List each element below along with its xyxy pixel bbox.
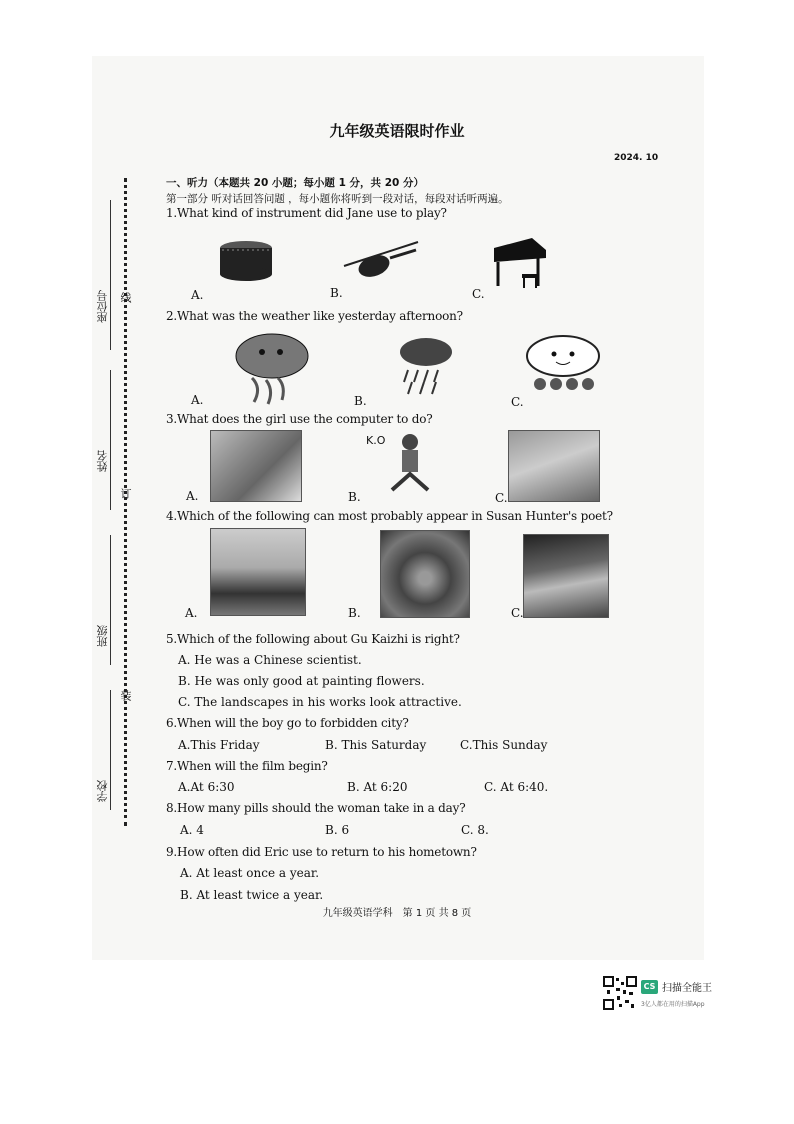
- question-5: 5.Which of the following about Gu Kaizhi is right?: [166, 632, 460, 646]
- question-1: 1.What kind of instrument did Jane use to play?: [166, 206, 447, 220]
- city-skyline-photo: [210, 528, 306, 616]
- snow-cloud-icon: [524, 334, 602, 394]
- question-4: 4.Which of the following can most probably appear in Susan Hunter's poet?: [166, 509, 613, 523]
- seat-write-line: [110, 200, 111, 350]
- q7-option-b: B. At 6:20: [347, 780, 408, 794]
- girl-gaming-picture: [384, 430, 436, 500]
- school-label: 学校: [96, 780, 109, 802]
- question-9: 9.How often did Eric use to return to his hometown?: [166, 845, 477, 859]
- bind-xian: 线: [119, 292, 132, 303]
- q8-option-c: C. 8.: [461, 823, 489, 837]
- q3-label-b: B.: [348, 490, 361, 504]
- class-label: 班级: [96, 625, 109, 647]
- ko-text: K.O: [366, 434, 386, 447]
- question-2: 2.What was the weather like yesterday afternoon?: [166, 309, 463, 323]
- q6-option-c: C.This Sunday: [460, 738, 548, 752]
- question-3: 3.What does the girl use the computer to do?: [166, 412, 433, 426]
- q1-label-a: A.: [191, 288, 204, 302]
- question-7: 7.When will the film begin?: [166, 759, 328, 773]
- question-6: 6.When will the boy go to forbidden city?: [166, 716, 409, 730]
- name-label: 姓名: [96, 450, 109, 472]
- q6-option-a: A.This Friday: [178, 738, 260, 752]
- q2-label-c: C.: [511, 395, 524, 409]
- page-footer: 九年级英语学科 第 1 页 共 8 页: [322, 908, 472, 919]
- piano-icon: [488, 234, 550, 292]
- camscanner-subtitle: 3亿人都在用的扫描App: [641, 1001, 705, 1008]
- section-heading: 一、听力（本题共 20 小题；每小题 1 分，共 20 分）: [166, 177, 424, 189]
- rain-cloud-icon: [398, 336, 454, 396]
- qr-code-icon: [603, 976, 637, 1010]
- bind-ding: 订: [119, 488, 132, 499]
- q3-label-c: C.: [495, 491, 508, 505]
- date: 2024. 10: [614, 153, 659, 163]
- q2-label-a: A.: [191, 393, 204, 407]
- q5-option-b: B. He was only good at painting flowers.: [178, 674, 425, 688]
- bind-zhuang: 装: [119, 690, 132, 701]
- windy-cloud-icon: [232, 330, 310, 406]
- name-write-line: [110, 370, 111, 510]
- violin-icon: [340, 236, 422, 284]
- q4-label-a: A.: [185, 606, 198, 620]
- q5-option-a: A. He was a Chinese scientist.: [178, 653, 362, 667]
- q8-option-b: B. 6: [325, 823, 350, 837]
- question-8: 8.How many pills should the woman take in a day?: [166, 801, 466, 815]
- camscanner-logo-icon: CS: [641, 980, 658, 994]
- q7-option-a: A.At 6:30: [178, 780, 235, 794]
- beach-palm-photo: [523, 534, 609, 618]
- part-instruction: 第一部分 听对话回答问题 ，每小题你将听到一段对话，每段对话听两遍。: [166, 193, 509, 205]
- q7-option-c: C. At 6:40.: [484, 780, 549, 794]
- q4-label-b: B.: [348, 606, 361, 620]
- q2-label-b: B.: [354, 394, 367, 408]
- q5-option-c: C. The landscapes in his works look attractive.: [178, 695, 462, 709]
- woman-computer-photo: [508, 430, 600, 502]
- q9-option-a: A. At least once a year.: [180, 866, 320, 880]
- q4-label-c: C.: [511, 606, 524, 620]
- camscanner-name: 扫描全能王: [662, 983, 712, 994]
- seat-label: 座位号: [96, 290, 109, 323]
- q6-option-b: B. This Saturday: [325, 738, 427, 752]
- q1-label-b: B.: [330, 286, 343, 300]
- page-title: 九年级英语限时作业: [329, 122, 465, 140]
- q8-option-a: A. 4: [180, 823, 204, 837]
- q9-option-b: B. At least twice a year.: [180, 888, 324, 902]
- drum-icon: [216, 238, 276, 284]
- binding-dotted-line: [124, 178, 127, 826]
- landscape-photo: [380, 530, 470, 618]
- q3-label-a: A.: [186, 489, 199, 503]
- girl-listening-photo: [210, 430, 302, 502]
- q1-label-c: C.: [472, 287, 485, 301]
